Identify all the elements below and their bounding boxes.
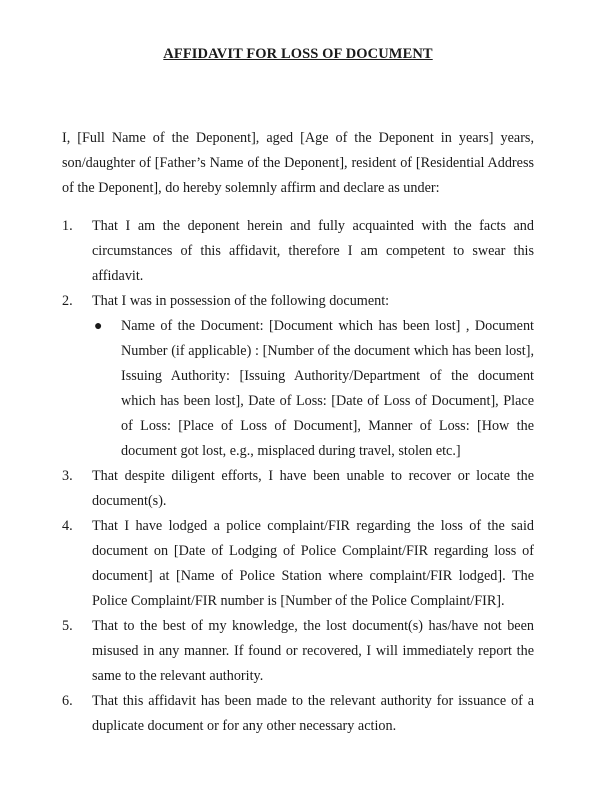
- declaration-item-1: [62, 214, 534, 289]
- bullet-icon: ●: [94, 319, 103, 334]
- document-title: AFFIDAVIT FOR LOSS OF DOCUMENT: [163, 46, 433, 62]
- declaration-item-3: [62, 464, 534, 514]
- item-text: That I am the deponent herein and fully acquainted with the facts and circumstances of this affidavit, therefore I am competent to swear this affidavit.: [92, 218, 534, 284]
- item-number: 2.: [62, 293, 73, 309]
- document-details-item: [92, 314, 534, 464]
- declaration-item-2: [62, 289, 534, 464]
- intro-paragraph: I, [Full Name of the Deponent], aged [Age of the Deponent in years] years, son/daughter of [Father’s Name of the Deponent], resident of [Residential Address of the Deponent], do hereby solemnly affirm and declare as under:: [62, 130, 534, 196]
- item-number: 5.: [62, 618, 73, 634]
- item-text: That despite diligent efforts, I have been unable to recover or locate the document(s).: [92, 468, 534, 509]
- item-text: That this affidavit has been made to the relevant authority for issuance of a duplicate document or for any other necessary action.: [92, 693, 534, 734]
- item-number: 6.: [62, 693, 73, 709]
- item-number: 4.: [62, 518, 73, 534]
- item-number: 1.: [62, 218, 73, 234]
- document-details-text: Name of the Document: [Document which has been lost] , Document Number (if applicable) : [Number of the document which has been lost], Issuing Authority: [Issuing Authority/Department of the document which has been lost], Date of Loss: [Date of Loss of Document], Place of Loss: [Place of Loss of Document], Manner of Loss: [How the document got lost, e.g., misplaced during travel, stolen etc.]: [121, 318, 534, 459]
- item-text: That to the best of my knowledge, the lost document(s) has/have not been misused in any manner. If found or recovered, I will immediately report the same to the relevant authority.: [92, 618, 534, 684]
- declaration-item-5: [62, 614, 534, 689]
- document-details-list: [92, 314, 534, 464]
- item-text: That I have lodged a police complaint/FIR regarding the loss of the said document on [Date of Lodging of Police Complaint/FIR regarding loss of document] at [Name of Police Station where complaint/FIR lodged]. The Police Complaint/FIR number is [Number of the Police Complaint/FIR].: [92, 518, 534, 609]
- declaration-list: [62, 214, 534, 739]
- declaration-item-4: [62, 514, 534, 614]
- declaration-item-6: [62, 689, 534, 739]
- item-text: That I was in possession of the following document:: [92, 293, 390, 309]
- item-number: 3.: [62, 468, 73, 484]
